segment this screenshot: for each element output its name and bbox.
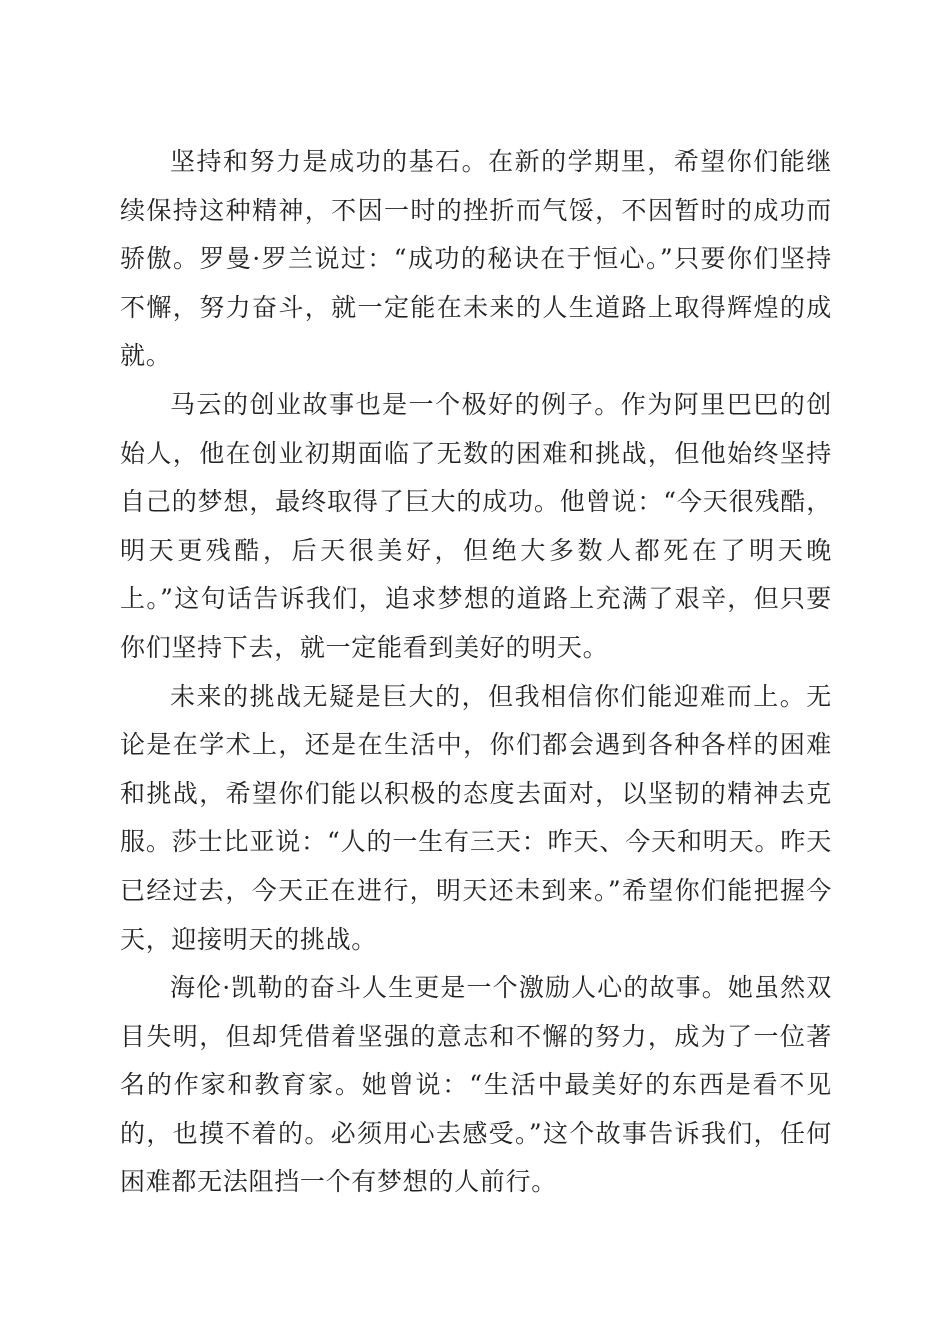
paragraph-future-challenges: 未来的挑战无疑是巨大的，但我相信你们能迎难而上。无论是在学术上，还是在生活中，你们都会遇到各种各样的困难和挑战，希望你们能以积极的态度去面对，以坚韧的精神去克服。莎士比亚说：“人的一生有三天：昨天、今天和明天。昨天已经过去，今天正在进行，明天还未到来。”希望你们能把握今天，迎接明天的挑战。 <box>120 681 832 954</box>
body-text <box>120 138 832 1207</box>
paragraph-jack-ma: 马云的创业故事也是一个极好的例子。作为阿里巴巴的创始人，他在创业初期面临了无数的困难和挑战，但他始终坚持自己的梦想，最终取得了巨大的成功。他曾说：“今天很残酷，明天更残酷，后天很美好，但绝大多数人都死在了明天晚上。”这句话告诉我们，追求梦想的道路上充满了艰辛，但只要你们坚持下去，就一定能看到美好的明天。 <box>120 389 832 662</box>
paragraph-helen-keller: 海伦·凯勒的奋斗人生更是一个激励人心的故事。她虽然双目失明，但却凭借着坚强的意志和不懈的努力，成为了一位著名的作家和教育家。她曾说：“生活中最美好的东西是看不见的，也摸不着的。必须用心去感受。”这个故事告诉我们，任何困难都无法阻挡一个有梦想的人前行。 <box>120 973 832 1197</box>
paragraph-perseverance: 坚持和努力是成功的基石。在新的学期里，希望你们能继续保持这种精神，不因一时的挫折而气馁，不因暂时的成功而骄傲。罗曼·罗兰说过：“成功的秘诀在于恒心。”只要你们坚持不懈，努力奋斗，就一定能在未来的人生道路上取得辉煌的成就。 <box>120 147 832 371</box>
